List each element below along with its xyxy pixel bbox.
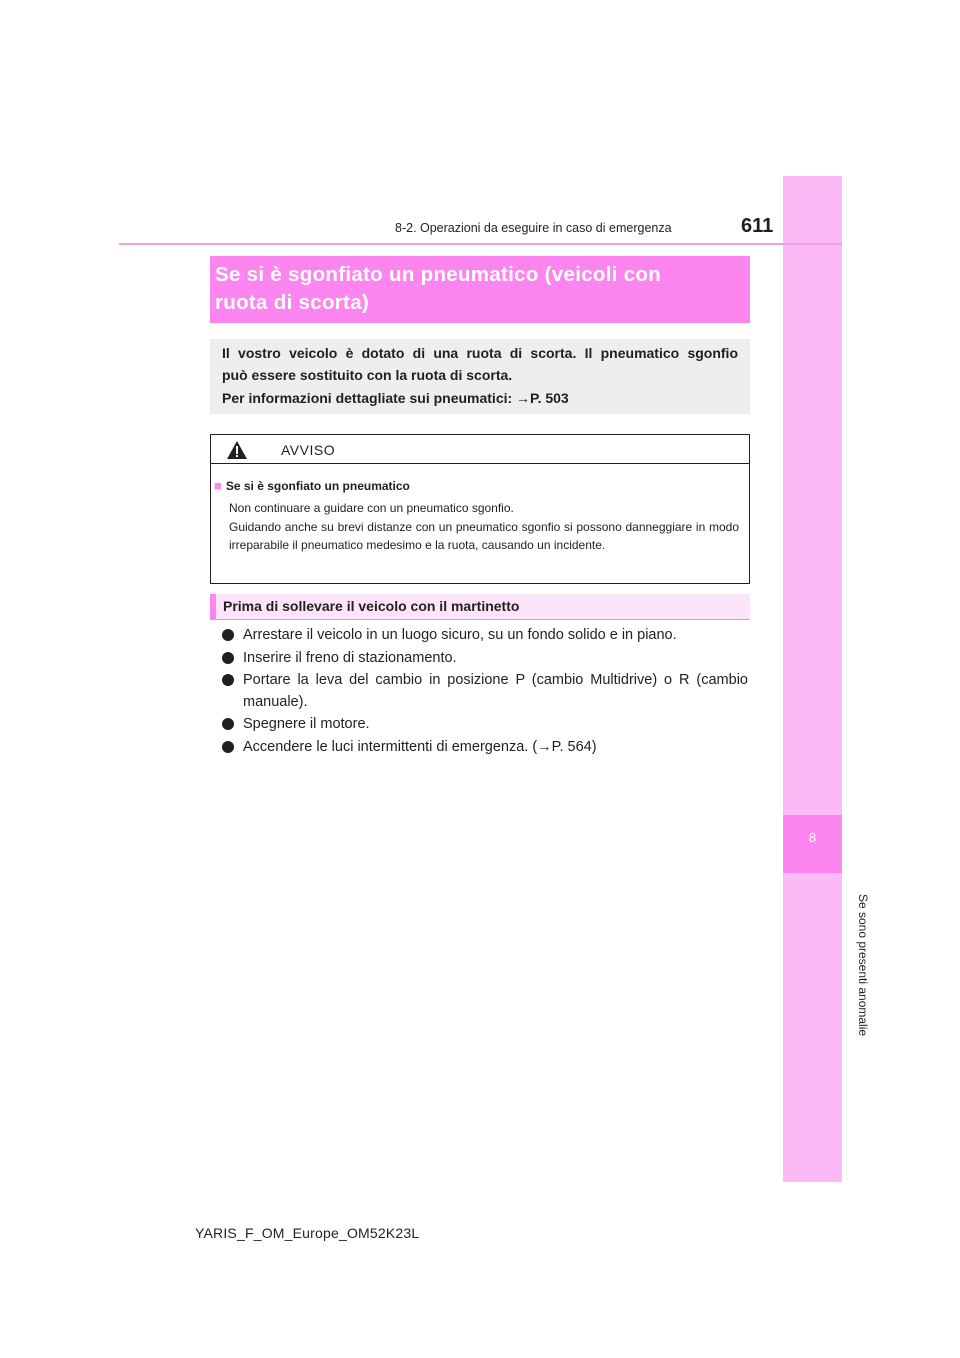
warning-triangle-icon <box>226 440 248 460</box>
intro-box <box>210 339 750 414</box>
document-id: YARIS_F_OM_Europe_OM52K23L <box>195 1225 420 1241</box>
page-title <box>215 261 745 317</box>
section-heading-box <box>210 594 750 620</box>
page-number: 611 <box>741 215 774 237</box>
chapter-number: 8 <box>783 815 842 873</box>
intro-line2: può essere sostituito con la ruota di scorta. <box>222 367 513 383</box>
list-item-text: Portare la leva del cambio in posizione P (cambio Multidrive) o R (cambio manuale). <box>243 672 748 710</box>
warning-subheading <box>214 478 410 493</box>
bullet-icon <box>222 718 234 730</box>
list-item-text: Accendere le luci intermittenti di emergenza. (→P. 564) <box>243 739 597 755</box>
warning-body <box>229 499 739 555</box>
bullet-icon <box>222 741 234 753</box>
section-heading-accent <box>210 594 216 619</box>
warning-body-line2: Guidando anche su brevi distanze con un pneumatico sgonfio si possono danneggiare in modo irreparabile il pneumatico medesimo e la ruota, causando un incidente. <box>229 519 739 552</box>
warning-box <box>210 434 750 584</box>
section-label: 8-2. Operazioni da eseguire in caso di emergenza <box>395 221 672 235</box>
page-title-line1: Se si è sgonfiato un pneumatico (veicoli con <box>215 263 662 286</box>
bullet-icon <box>222 674 234 686</box>
warning-subheading-text: Se si è sgonfiato un pneumatico <box>225 479 410 493</box>
header-divider <box>119 243 842 245</box>
bullet-icon <box>222 629 234 641</box>
list-item-text: Arrestare il veicolo in un luogo sicuro, su un fondo solido e in piano. <box>243 627 677 643</box>
chapter-title: Se sono presenti anomalie <box>856 893 870 1037</box>
chapter-side-tab <box>783 176 842 1182</box>
intro-paragraph <box>222 342 738 386</box>
square-bullet-icon: ■ <box>214 478 222 493</box>
list-item-text: Spegnere il motore. <box>243 716 370 732</box>
warning-header <box>211 435 749 464</box>
section-heading: Prima di sollevare il veicolo con il martinetto <box>223 598 520 614</box>
page-title-box <box>210 256 750 323</box>
intro-reference: Per informazioni dettagliate sui pneumatici: →P. 503 <box>222 390 569 406</box>
page-title-line2: ruota di scorta) <box>215 291 370 314</box>
list-item-text: Inserire il freno di stazionamento. <box>243 650 457 666</box>
warning-body-line1: Non continuare a guidare con un pneumatico sgonfio. <box>229 501 514 515</box>
bullet-icon <box>222 652 234 664</box>
intro-line1: Il vostro veicolo è dotato di una ruota di scorta. Il pneumatico sgonfio <box>222 345 738 361</box>
warning-label: AVVISO <box>281 442 336 458</box>
